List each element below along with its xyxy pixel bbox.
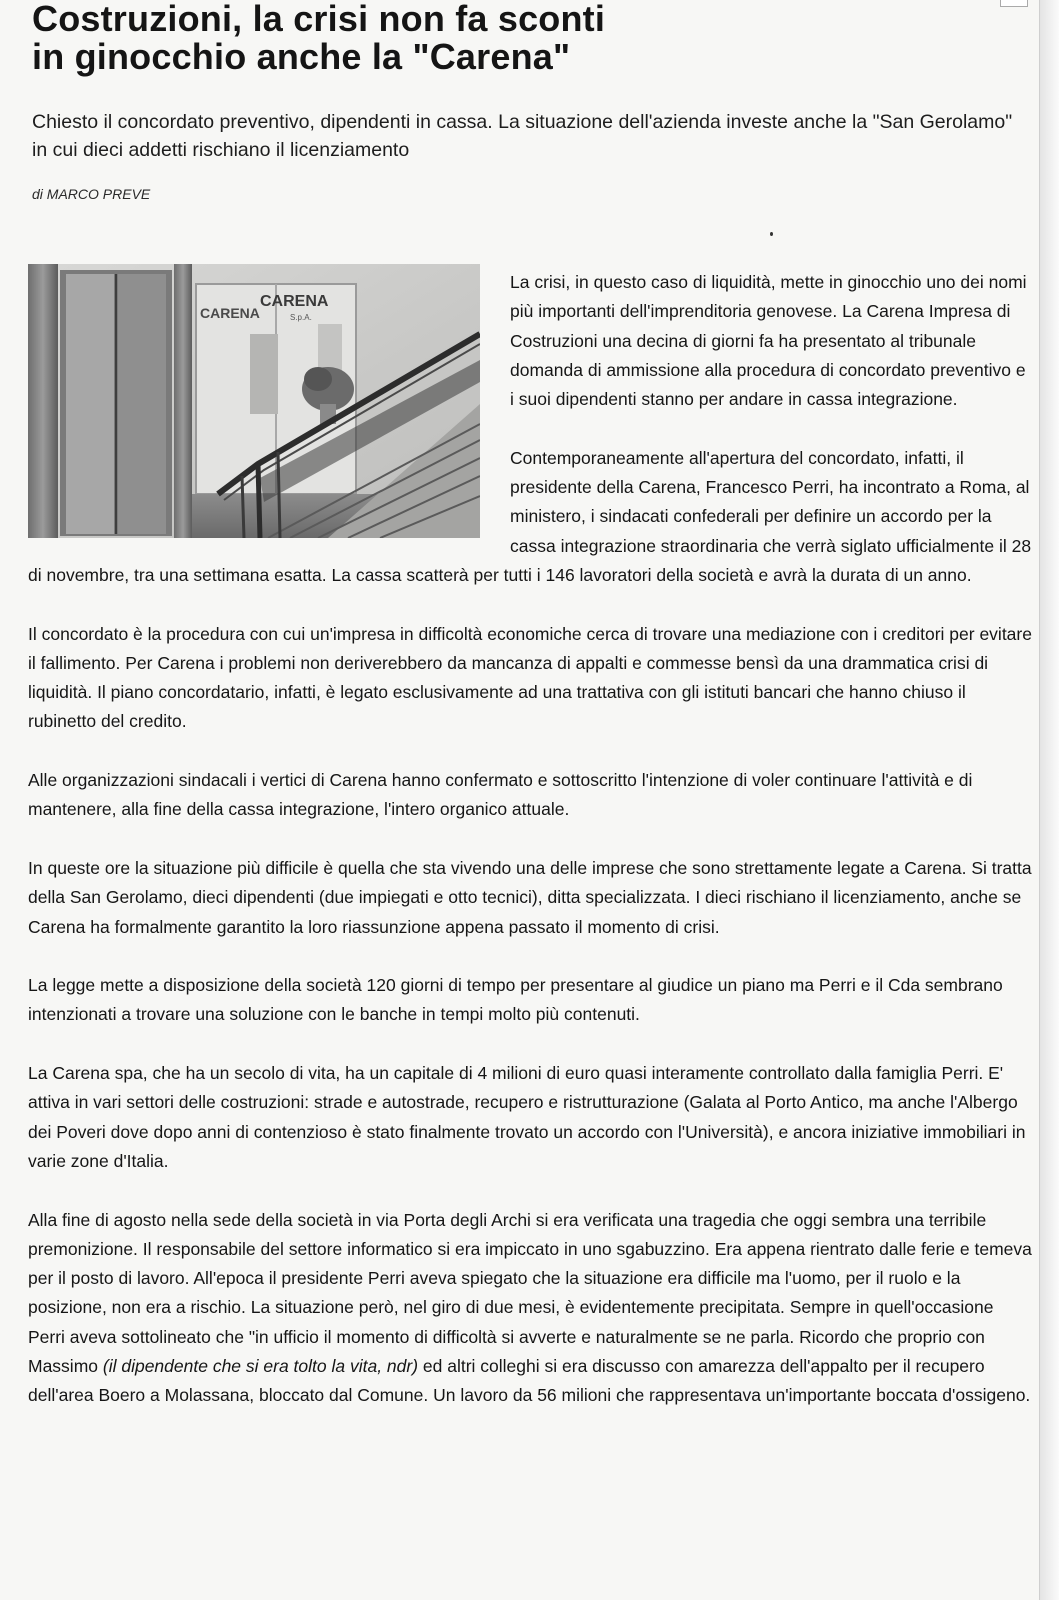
headline-line-2: in ginocchio anche la "Carena": [32, 36, 571, 77]
scan-edge: [1040, 0, 1059, 1600]
paragraph-5: In queste ore la situazione più difficile è quella che sta vivendo una delle imprese che sono strettamente legate a Carena. Si tratta della San Gerolamo, dieci dipendenti (due impiegati e otto tecnici), ditta specializzata. I dieci rischiano il licenziamento, anche se Carena ha formalmente garantito la loro riassunzione appena passato il momento di crisi.: [28, 857, 1032, 937]
paragraph-8-part-2: ed altri colleghi si era discusso con amarezza dell'appalto per il recupero dell'area Boero a Molassana, bloccato dal Comune. Un lavoro da 56 milioni che rappresentava un'importante boccata d'ossigeno.: [28, 1355, 1031, 1406]
paragraph-7: La Carena spa, che ha un secolo di vita, ha un capitale di 4 milioni di euro quasi interamente controllato dalla famiglia Perri. E' attiva in vari settori delle costruzioni: strade e autostrade, recupero e ristrutturazione (Galata al Porto Antico, ma anche l'Albergo dei Poveri dove dopo anni di contenzioso è stato finalmente trovato un accordo con l'Università), e ancora iniziative immobiliari in varie zone d'Italia.: [28, 1063, 1026, 1171]
paragraph-8: [28, 1206, 1033, 1411]
photo-sign-small: S.p.A.: [290, 313, 312, 322]
paragraph-3: Il concordato è la procedura con cui un'impresa in difficoltà economiche cerca di trovare una mediazione con i creditori per evitare il fallimento. Per Carena i problemi non deriverebbero da mancanza di appalti e commesse bensì da una drammatica crisi di liquidità. Il piano concordatario, infatti, è legato esclusivamente ad una trattativa con gli istituti bancari che hanno chiuso il rubinetto del credito.: [28, 623, 1032, 732]
paragraph-1: La crisi, in questo caso di liquidità, mette in ginocchio uno dei nomi più importanti dell'imprenditoria genovese. La Carena Impresa di Costruzioni una decina di giorni fa ha presentato al tribunale domanda di ammissione alla procedura di concordato preventivo e i suoi dipendenti stanno per andare in cassa integrazione.: [510, 272, 1027, 410]
paragraph-8-part-1: Alla fine di agosto nella sede della società in via Porta degli Archi si era verificata una tragedia che oggi sembra una terribile premonizione. Il responsabile del settore informatico si era impiccato in uno sgabuzzino. Era appena rientrato dalle ferie e temeva per il posto di lavoro. All'epoca il presidente Perri aveva spiegato che la situazione era difficile ma l'uomo, per il ruolo e la posizione, non era a rischio. La situazione però, nel giro di due mesi, è evidentemente precipitata. Sempre in quell'occasione Perri aveva sottolineato che "in ufficio il momento di difficoltà si avverte e naturalmente se ne parla. Ricordo che proprio con Massimo: [28, 1209, 1032, 1376]
paragraph-2: Contemporaneamente all'apertura del concordato, infatti, il presidente della Carena, Francesco Perri, ha incontrato a Roma, al ministero, i sindacati confederali per definire un accordo per la cassa integrazione straordinaria che verrà siglato ufficialmente il 28 di novembre, tra una settimana esatta. La cassa scatterà per tutti i 146 lavoratori della società e avrà la durata di un anno.: [28, 447, 1032, 585]
byline: di MARCO PREVE: [32, 186, 151, 202]
scan-corner-mark: [1000, 0, 1028, 7]
paragraph-4: Alle organizzazioni sindacali i vertici di Carena hanno confermato e sottoscritto l'intenzione di voler continuare l'attività e di mantenere, alla fine della cassa integrazione, l'intero organico attuale.: [28, 770, 973, 820]
headline: [32, 0, 932, 76]
photo-sign-1: CARENA: [200, 305, 260, 321]
photo-sign-2: CARENA: [260, 293, 329, 310]
paragraph-6: La legge mette a disposizione della società 120 giorni di tempo per presentare al giudice un piano ma Perri e il Cda sembrano intenzionati a trovare una soluzione con le banche in tempi molto più contenuti.: [28, 975, 1003, 1025]
article-body: [28, 268, 1033, 1440]
headline-line-1: Costruzioni, la crisi non fa sconti: [32, 0, 606, 39]
photo-spacer: [28, 268, 510, 550]
paragraph-8-italic-note: (il dipendente che si era tolto la vita, ndr): [102, 1355, 419, 1376]
subtitle: Chiesto il concordato preventivo, dipendenti in cassa. La situazione dell'azienda investe anche la "San Gerolamo" in cui dieci addetti rischiano il licenziamento: [32, 111, 1013, 161]
scan-speck: [770, 232, 773, 236]
